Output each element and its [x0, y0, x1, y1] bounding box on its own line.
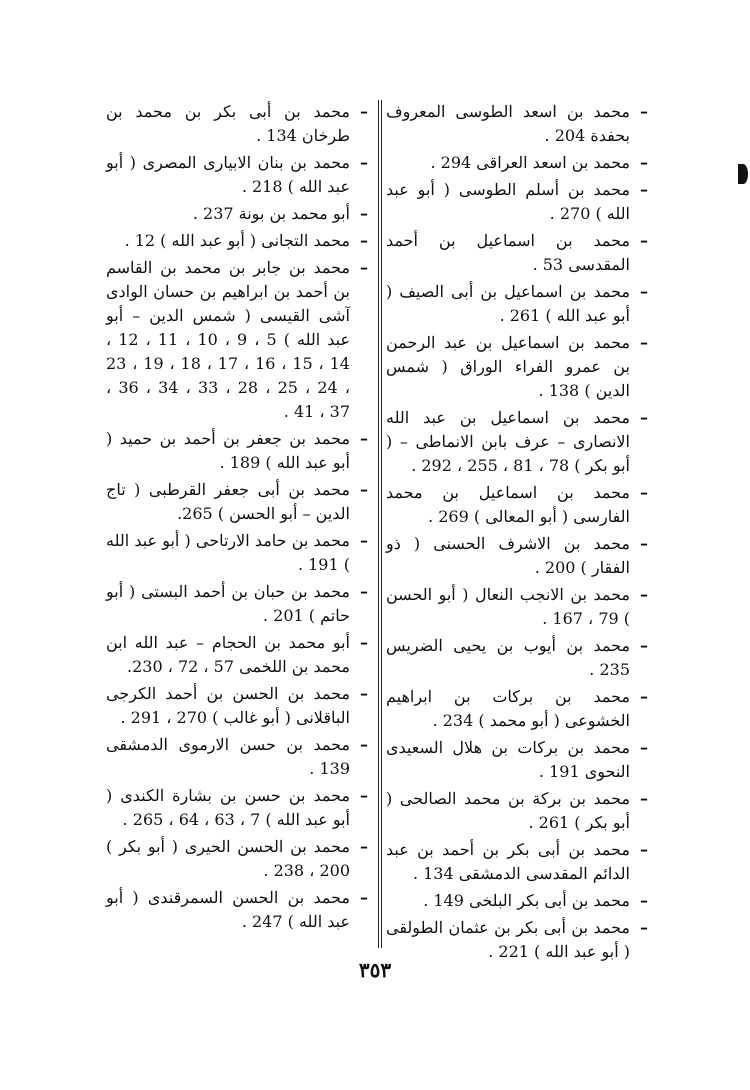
index-entry	[386, 634, 648, 682]
index-entry	[106, 427, 368, 475]
entry-dash: –	[360, 153, 368, 172]
entry-dash: –	[360, 735, 368, 754]
index-entry	[106, 229, 368, 253]
index-entry	[386, 583, 648, 631]
right-column	[386, 100, 648, 967]
entry-text: محمد بن اسعد العراقى 294 .	[430, 153, 630, 172]
entry-dash: –	[640, 891, 648, 910]
entry-text: محمد بن أبى بكر بن عثمان الطولقى ( أبو عبد الله ) 221 .	[386, 918, 630, 961]
index-entry	[106, 886, 368, 934]
index-entry	[386, 838, 648, 886]
entry-text: محمد بن اسماعيل بن أبى الصيف ( أبو عبد الله ) 261 .	[386, 282, 630, 325]
index-entry	[386, 280, 648, 328]
entry-dash: –	[360, 633, 368, 652]
index-entry	[106, 835, 368, 883]
entry-text: محمد بن جابر بن محمد بن القاسم بن أحمد بن ابراهيم بن حسان الوادى آشى القيسى ( شمس الدين – أبو عبد الله ) 5 ، 9 ، 10 ، 11 ، 12 ، 14 ، 15 ، 16 ، 17 ، 18 ، 19 ، 23 ، 24 ، 25 ، 28 ، 33 ، 34 ، 36 ، 37 ، 41 .	[106, 258, 351, 421]
entry-dash: –	[640, 231, 648, 250]
index-entry	[386, 100, 648, 148]
entry-dash: –	[640, 153, 648, 172]
entry-text: محمد بن جعفر بن أحمد بن حميد ( أبو عبد الله ) 189 .	[106, 429, 350, 472]
entry-dash: –	[640, 282, 648, 301]
page-edge-mark	[738, 164, 748, 184]
entry-dash: –	[360, 204, 368, 223]
entry-text: محمد بن اسماعيل بن عبد الله الانصارى – عرف بابن الانماطى – ( أبو بكر ) 78 ، 81 ، 255 ، 292 .	[386, 408, 630, 475]
entry-dash: –	[360, 582, 368, 601]
entry-text: محمد بن بركات بن هلال السعيدى النحوى 191 .	[386, 738, 630, 781]
entry-text: محمد بن حامد الارتاحى ( أبو عبد الله ) 191 .	[106, 531, 350, 574]
entry-text: محمد بن حسن الارموى الدمشقى 139 .	[106, 735, 350, 778]
entry-dash: –	[360, 531, 368, 550]
entry-text: محمد بن الاشرف الحسنى ( ذو الفقار ) 200 .	[386, 534, 630, 577]
entry-dash: –	[640, 408, 648, 427]
index-entry	[106, 256, 368, 424]
entry-dash: –	[360, 837, 368, 856]
index-entry	[106, 151, 368, 199]
index-entry	[106, 631, 368, 679]
entry-dash: –	[640, 180, 648, 199]
index-entry	[386, 685, 648, 733]
entry-text: محمد بن أسلم الطوسى ( أبو عبد الله ) 270 .	[386, 180, 630, 223]
entry-text: محمد بن اسعد الطوسى المعروف بحفدة 204 .	[386, 102, 630, 145]
entry-dash: –	[640, 789, 648, 808]
entry-dash: –	[640, 102, 648, 121]
entry-dash: –	[640, 918, 648, 937]
entry-dash: –	[640, 483, 648, 502]
index-entry	[106, 478, 368, 526]
index-entry	[386, 889, 648, 913]
index-entry	[386, 151, 648, 175]
index-entry	[386, 406, 648, 478]
column-divider	[378, 100, 382, 948]
entry-text: محمد بن اسماعيل بن عبد الرحمن بن عمرو الفراء الوراق ( شمس الدين ) 138 .	[386, 333, 630, 400]
entry-dash: –	[640, 636, 648, 655]
entry-dash: –	[640, 333, 648, 352]
entry-text: محمد بن أبى بكر البلخى 149 .	[423, 891, 630, 910]
index-entry	[386, 736, 648, 784]
entry-text: محمد بن اسماعيل بن أحمد المقدسى 53 .	[386, 231, 630, 274]
entry-dash: –	[360, 684, 368, 703]
index-entry	[386, 787, 648, 835]
entry-text: محمد بن الانجب النعال ( أبو الحسن ) 79 ، 167 .	[386, 585, 630, 628]
index-entry	[386, 532, 648, 580]
entry-text: محمد بن أبى بكر بن أحمد بن عبد الدائم المقدسى الدمشقى 134 .	[386, 840, 630, 883]
entry-dash: –	[360, 786, 368, 805]
page-number: ٣٥٣	[358, 958, 392, 982]
entry-text: محمد بن الحسن بن أحمد الكرجى الباقلانى ( أبو غالب ) 270 ، 291 .	[106, 684, 350, 727]
index-entry	[386, 178, 648, 226]
index-entry	[386, 331, 648, 403]
index-entry	[106, 784, 368, 832]
index-entry	[106, 580, 368, 628]
entry-text: محمد بن أيوب بن يحيى الضريس 235 .	[386, 636, 630, 679]
index-entry	[106, 529, 368, 577]
entry-dash: –	[640, 840, 648, 859]
entry-dash: –	[360, 888, 368, 907]
index-entry	[386, 481, 648, 529]
index-entry	[386, 229, 648, 277]
entry-text: محمد بن حسن بن بشارة الكندى ( أبو عبد الله ) 7 ، 63 ، 64 ، 265 .	[106, 786, 350, 829]
entry-text: محمد بن أبى جعفر القرطبى ( تاج الدين – أبو الحسن ) 265.	[106, 480, 350, 523]
index-entry	[106, 202, 368, 226]
entry-dash: –	[360, 102, 368, 121]
entry-dash: –	[640, 534, 648, 553]
entry-text: أبو محمد بن بونة 237 .	[192, 204, 350, 223]
index-entry	[106, 733, 368, 781]
entry-text: محمد بن اسماعيل بن محمد الفارسى ( أبو المعالى ) 269 .	[386, 483, 630, 526]
entry-dash: –	[360, 258, 368, 277]
entry-text: محمد بن أبى بكر بن محمد بن طرخان 134 .	[106, 102, 350, 145]
entry-dash: –	[640, 738, 648, 757]
entry-text: محمد بن الحسن الحيرى ( أبو بكر ) 200 ، 238 .	[106, 837, 350, 880]
index-entry	[106, 682, 368, 730]
entry-text: محمد بن الحسن السمرقندى ( أبو عبد الله ) 247 .	[106, 888, 350, 931]
entry-dash: –	[640, 585, 648, 604]
left-column	[106, 100, 368, 937]
entry-text: محمد بن بركة بن محمد الصالحى ( أبو بكر ) 261 .	[386, 789, 630, 832]
entry-text: أبو محمد بن الحجام – عبد الله ابن محمد بن اللخمى 57 ، 72 ، 230.	[106, 633, 350, 676]
entry-dash: –	[640, 687, 648, 706]
entry-text: محمد بن بنان الابيارى المصرى ( أبو عبد الله ) 218 .	[106, 153, 350, 196]
entry-text: محمد التجانى ( أبو عبد الله ) 12 .	[124, 231, 350, 250]
entry-text: محمد بن بركات بن ابراهيم الخشوعى ( أبو محمد ) 234 .	[386, 687, 630, 730]
entry-dash: –	[360, 429, 368, 448]
entry-dash: –	[360, 231, 368, 250]
index-entry	[386, 916, 648, 964]
index-entry	[106, 100, 368, 148]
entry-dash: –	[360, 480, 368, 499]
entry-text: محمد بن حبان بن أحمد البستى ( أبو حاتم ) 201 .	[106, 582, 350, 625]
